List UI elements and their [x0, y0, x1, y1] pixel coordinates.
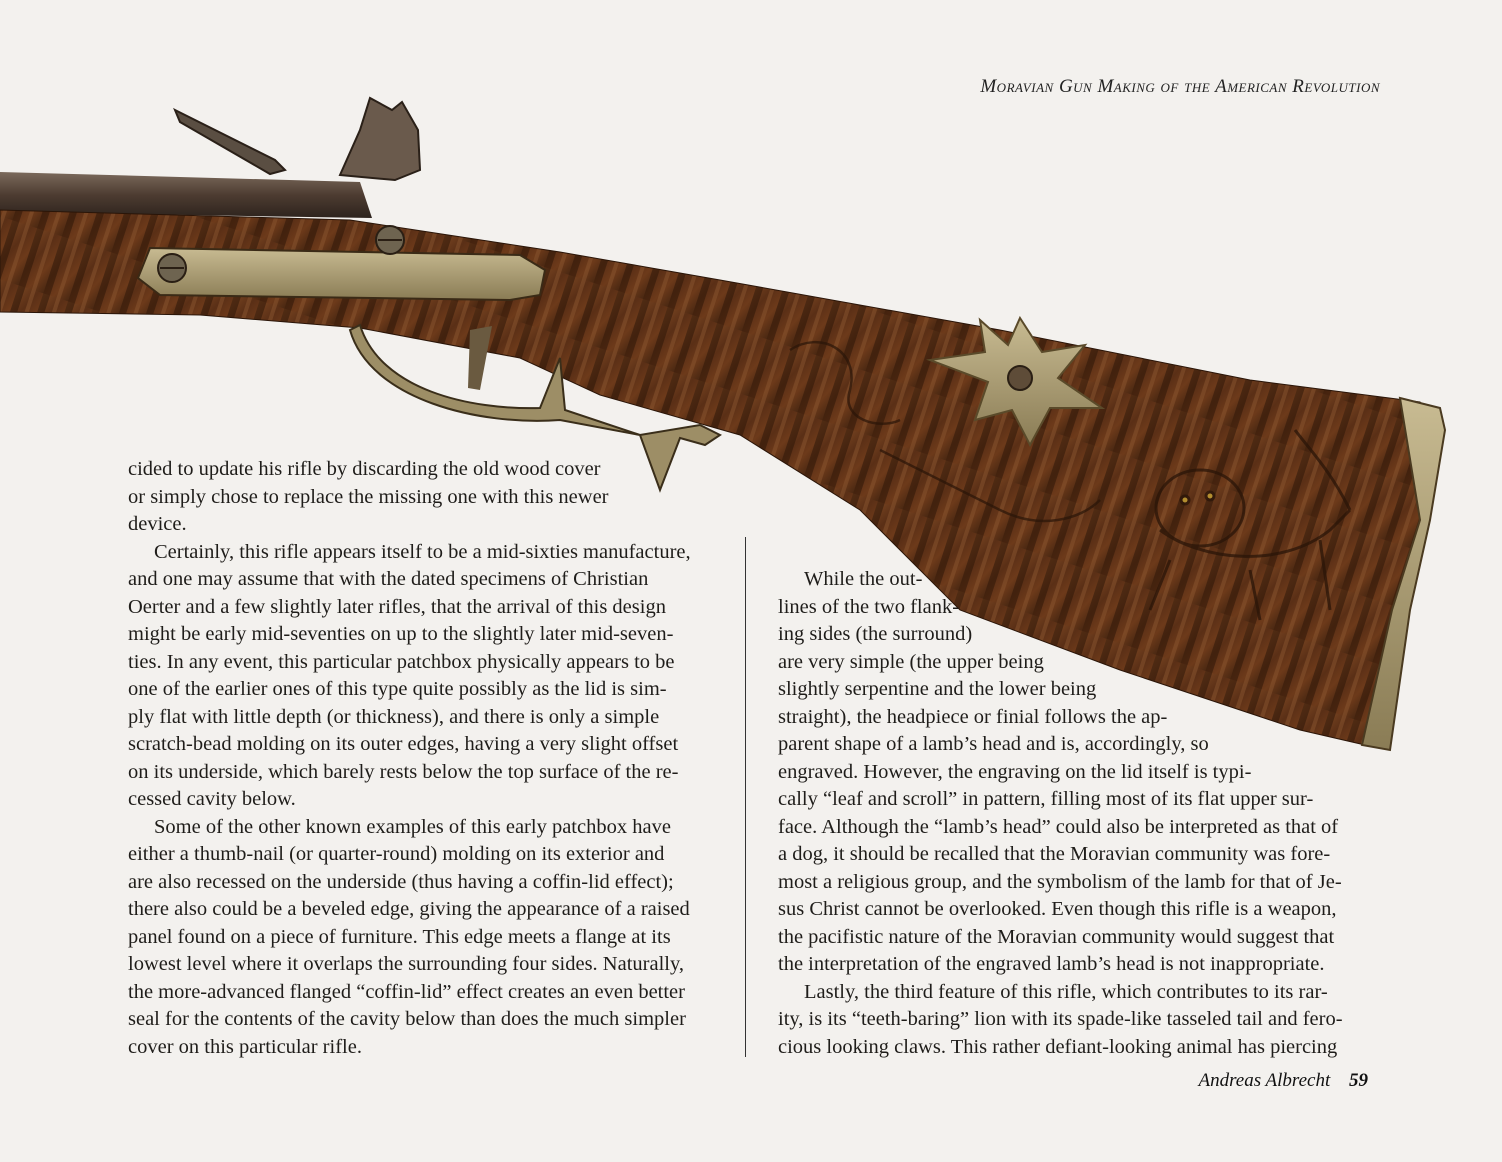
text-line: Lastly, the third feature of this rifle, which contributes to its rar-: [804, 980, 1328, 1003]
text-line: device.: [128, 513, 187, 535]
paragraph: [778, 979, 1358, 1062]
text-line: on its underside, which barely rests below the top surface of the re-: [128, 760, 679, 783]
page-footer: [1199, 1070, 1369, 1092]
text-line: and one may assume that with the dated specimens of Christian: [128, 568, 649, 590]
text-line: might be early mid-seventies on up to the slightly later mid-seven-: [128, 623, 674, 645]
paragraph: [128, 814, 713, 1062]
text-line: or simply chose to replace the missing one with this newer: [128, 485, 609, 508]
text-line: the more-advanced flanged “coffin-lid” effect creates an even better: [128, 980, 685, 1003]
right-column: [778, 566, 1358, 1061]
text-line: Certainly, this rifle appears itself to be a mid-sixties manufacture,: [154, 540, 691, 563]
text-line: cessed cavity below.: [128, 788, 296, 810]
column-divider: [745, 537, 746, 1057]
text-line: lowest level where it overlaps the surrounding four sides. Naturally,: [128, 953, 685, 975]
text-line: seal for the contents of the cavity below than does the much simpler: [128, 1008, 686, 1030]
text-line: slightly serpentine and the lower being: [778, 678, 1097, 700]
text-line: are also recessed on the underside (thus having a coffin-lid effect);: [128, 870, 674, 893]
text-line: panel found on a piece of furniture. This edge meets a flange at its: [128, 925, 671, 948]
text-line: While the out-: [804, 568, 923, 590]
text-line: cover on this particular rifle.: [128, 1035, 362, 1058]
lockplate: [138, 248, 545, 300]
text-line: are very simple (the upper being: [778, 650, 1044, 673]
paragraph: [778, 566, 1358, 979]
text-line: straight), the headpiece or finial follows the ap-: [778, 705, 1168, 728]
left-column: [128, 456, 713, 1061]
page-number: 59: [1349, 1070, 1368, 1091]
text-line: ties. In any event, this particular patchbox physically appears to be: [128, 650, 675, 673]
text-line: ing sides (the surround): [778, 623, 973, 645]
frizzen: [175, 110, 285, 174]
paragraph: [128, 456, 713, 539]
text-line: cally “leaf and scroll” in pattern, filling most of its flat upper sur-: [778, 788, 1314, 810]
text-line: there also could be a beveled edge, giving the appearance of a raised: [128, 898, 690, 920]
cock-hammer: [340, 98, 420, 180]
text-line: the interpretation of the engraved lamb’s head is not inappropriate.: [778, 953, 1325, 975]
paragraph: [128, 539, 713, 814]
text-line: a dog, it should be recalled that the Moravian community was fore-: [778, 843, 1331, 865]
trigger: [468, 326, 492, 390]
text-line: most a religious group, and the symbolism of the lamb for that of Je-: [778, 870, 1342, 893]
text-line: either a thumb-nail (or quarter-round) molding on its exterior and: [128, 843, 665, 865]
text-line: parent shape of a lamb’s head and is, accordingly, so: [778, 733, 1209, 755]
text-line: sus Christ cannot be overlooked. Even though this rifle is a weapon,: [778, 898, 1337, 920]
text-line: the pacifistic nature of the Moravian community would suggest that: [778, 925, 1335, 948]
text-line: lines of the two flank-: [778, 595, 960, 618]
text-line: cious looking claws. This rather defiant-looking animal has piercing: [778, 1035, 1338, 1058]
text-line: ply flat with little depth (or thickness), and there is only a simple: [128, 705, 660, 728]
author-name: Andreas Albrecht: [1198, 1070, 1331, 1091]
text-line: cided to update his rifle by discarding the old wood cover: [128, 458, 601, 480]
text-line: engraved. However, the engraving on the lid itself is typi-: [778, 760, 1252, 783]
text-line: one of the earlier ones of this type quite possibly as the lid is sim-: [128, 678, 667, 700]
text-line: scratch-bead molding on its outer edges, having a very slight offset: [128, 733, 679, 755]
text-line: face. Although the “lamb’s head” could also be interpreted as that of: [778, 815, 1339, 838]
text-line: ity, is its “teeth-baring” lion with its spade-like tasseled tail and fero-: [778, 1008, 1343, 1030]
running-header: Moravian Gun Making of the American Revolution: [980, 76, 1380, 97]
text-line: Oerter and a few slightly later rifles, that the arrival of this design: [128, 595, 666, 618]
text-line: Some of the other known examples of this early patchbox have: [154, 815, 671, 838]
